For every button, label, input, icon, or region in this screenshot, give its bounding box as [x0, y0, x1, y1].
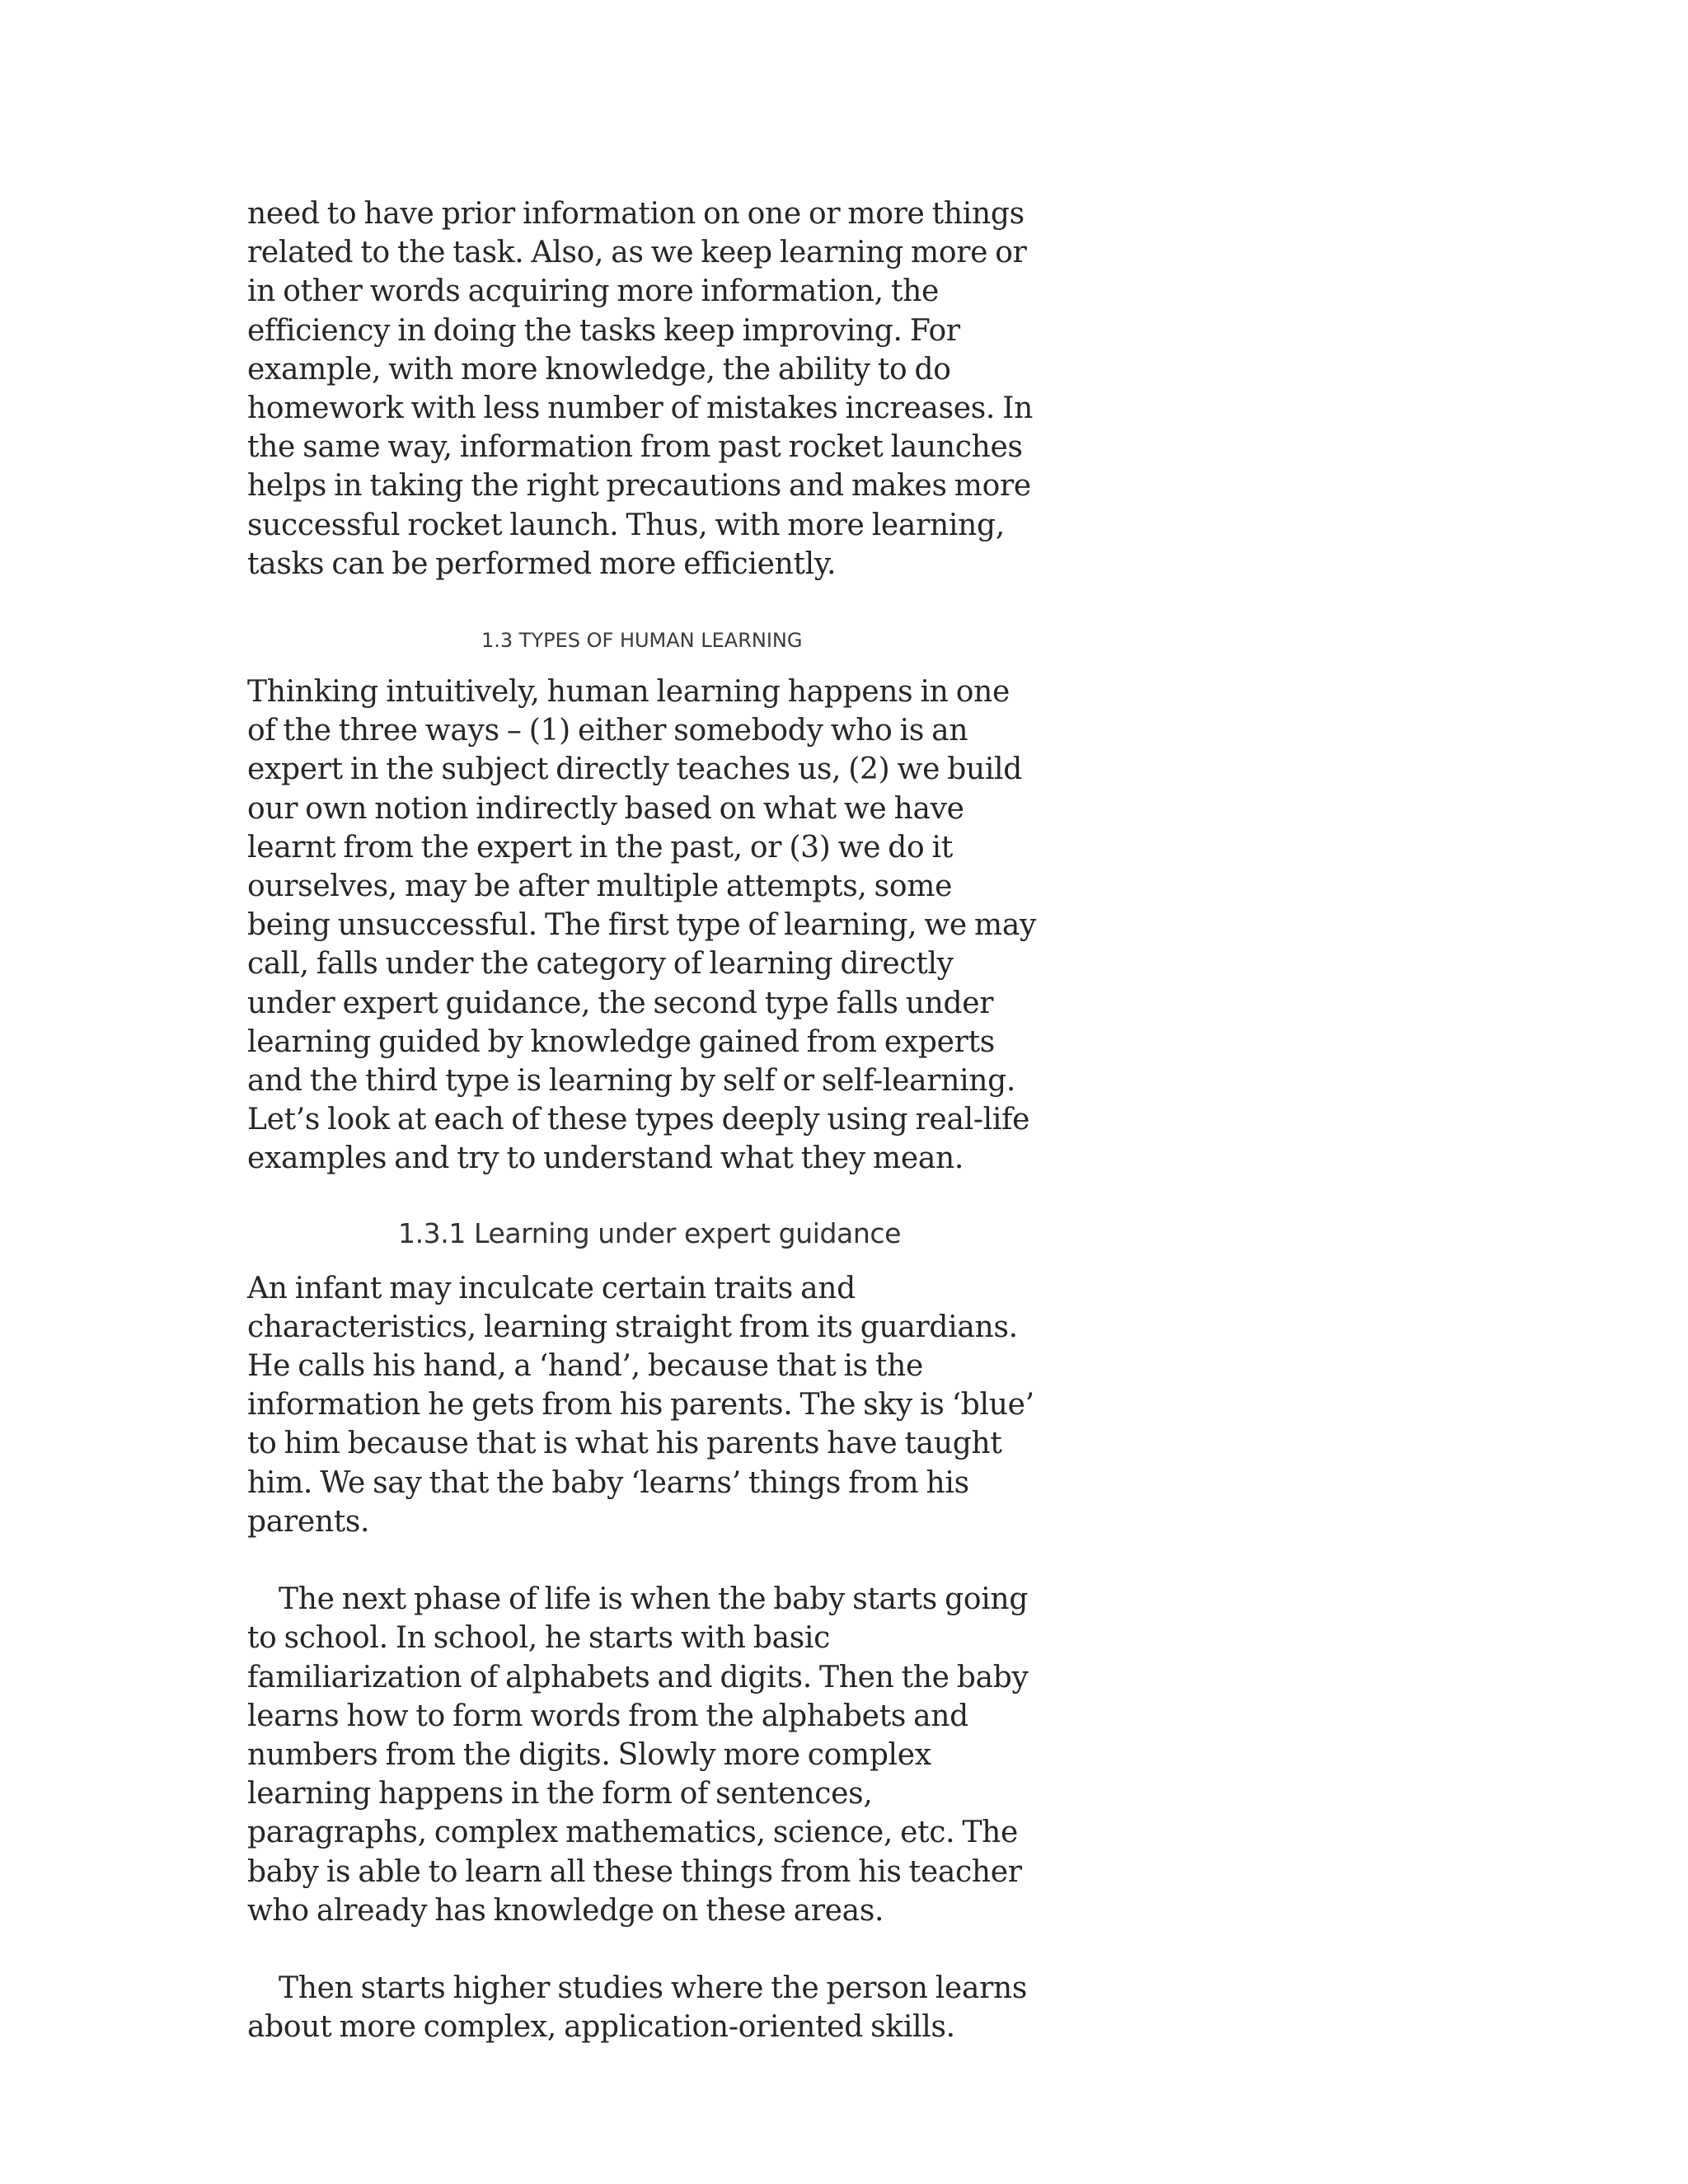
body-paragraph: Then starts higher studies where the person learns about more complex, application-oriented skills. [247, 1971, 1028, 2045]
body-paragraph: The next phase of life is when the baby starts going to school. In school, he starts with basic familiarization of alphabets and digits. Then the baby learns how to form words from the alphabets and numbers from the digits. Slowly more complex learning happens in the form of sentences, paragraphs, complex mathematics, science, etc. The baby is able to learn all these things from his teacher who already has knowledge on these areas. [247, 1582, 1029, 1928]
body-paragraph: need to have prior information on one or more things related to the task. Also, as we keep learning more or in other words acquiring more information, the efficiency in doing the tasks keep improving. For example, with more knowledge, the ability to do homework with less number of mistakes increases. In the same way, information from past rocket launches helps in taking the right precautions and makes more successful rocket launch. Thus, with more learning, tasks can be performed more efficiently. [247, 197, 1034, 581]
subsection-heading: 1.3.1 Learning under expert guidance [398, 1216, 902, 1249]
body-paragraph: An infant may inculcate certain traits and characteristics, learning straight from its guardians. He calls his hand, a ‘hand’, because that is the information he gets from his parents. The sky is ‘blue’ to him because that is what his parents have taught him. We say that the baby ‘learns’ things from his parents. [247, 1271, 1034, 1539]
body-paragraph: Thinking intuitively, human learning happens in one of the three ways – (1) either somebody who is an expert in the subject directly teaches us, (2) we build our own notion indirectly based on what we have learnt from the expert in the past, or (3) we do it ourselves, may be after multiple attempts, some being unsuccessful. The first type of learning, we may call, falls under the category of learning directly under expert guidance, the second type falls under learning guided by knowledge gained from experts and the third type is learning by self or self-learning. Let’s look at each of these types deeply using real-life examples and try to understand what they mean. [247, 675, 1037, 1176]
section-heading: 1.3 TYPES OF HUMAN LEARNING [481, 629, 803, 653]
document-page [247, 194, 1039, 2046]
